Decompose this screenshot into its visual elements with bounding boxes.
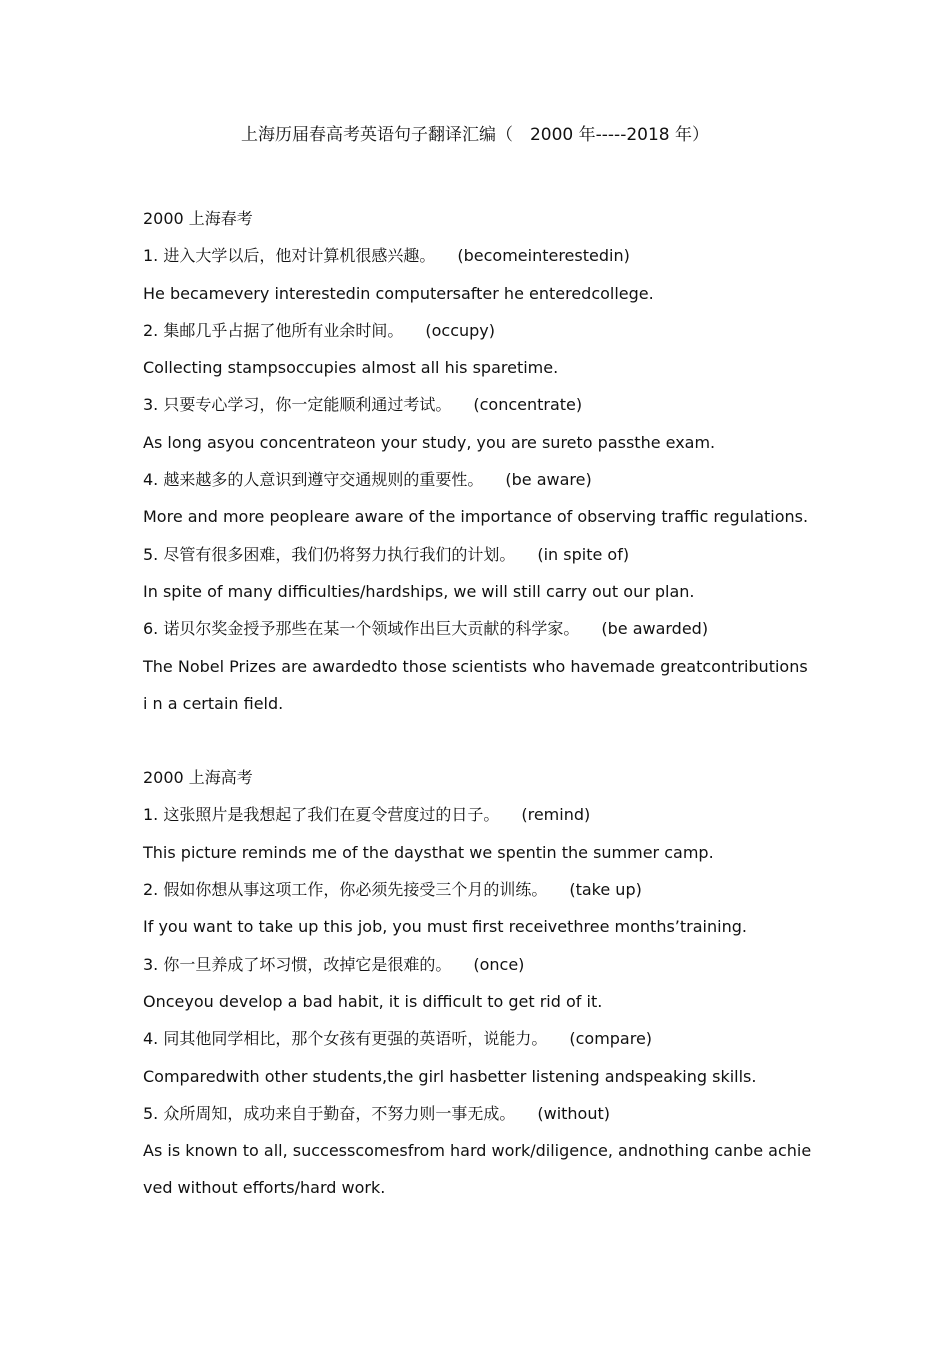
answer-line: Comparedwith other students,the girl hasbetter listening andspeaking skills.	[143, 1066, 757, 1086]
question-text: 5. 尽管有很多困难，我们仍将努力执行我们的计划。	[143, 544, 516, 564]
question-text: 5. 众所周知，成功来自于勤奋，不努力则一事无成。	[143, 1103, 516, 1123]
keyword-hint: (without)	[537, 1103, 610, 1123]
answer-line: The Nobel Prizes are awardedto those scientists who havemade greatcontributions i n a certain field.	[143, 656, 808, 713]
answer-line: As is known to all, successcomesfrom hard work/diligence, andnothing canbe achie ved without efforts/hard work.	[143, 1141, 812, 1198]
question-text: 6. 诺贝尔奖金授予那些在某一个领域作出巨大贡献的科学家。	[143, 619, 580, 639]
section-2000-gaokao	[143, 759, 813, 1207]
keyword-hint: (remind)	[521, 805, 591, 825]
section-heading: 2000 上海高考	[143, 768, 253, 788]
question-line	[143, 796, 813, 833]
question-text: 3. 你一旦养成了坏习惯，改掉它是很难的。	[143, 954, 452, 974]
question-text: 2. 集邮几乎占据了他所有业余时间。	[143, 320, 404, 340]
question-line	[143, 536, 813, 573]
question-line	[143, 871, 813, 908]
question-text: 3. 只要专心学习，你一定能顺利通过考试。	[143, 395, 452, 415]
answer-line: This picture reminds me of the daysthat we spentin the summer camp.	[143, 842, 714, 862]
keyword-hint: (becomeinterestedin)	[457, 246, 630, 266]
answer-line: More and more peopleare aware of the importance of observing traffic regulations.	[143, 507, 809, 527]
answer-line: He becamevery interestedin computersafter he enteredcollege.	[143, 283, 654, 303]
keyword-hint: (once)	[473, 954, 525, 974]
answer-line: In spite of many difficulties/hardships, we will still carry out our plan.	[143, 581, 695, 601]
section-heading: 2000 上海春考	[143, 209, 253, 228]
document-title: 上海历届春高考英语句子翻译汇编（ 2000 年-----2018 年）	[240, 125, 709, 145]
answer-line: Onceyou develop a bad habit, it is difficult to get rid of it.	[143, 991, 603, 1011]
document-body	[143, 200, 813, 1207]
keyword-hint: (compare)	[569, 1029, 653, 1049]
question-text: 4. 越来越多的人意识到遵守交通规则的重要性。	[143, 470, 484, 490]
question-line	[143, 1095, 813, 1132]
question-line	[143, 461, 813, 498]
keyword-hint: (be aware)	[505, 470, 592, 490]
keyword-hint: (take up)	[569, 880, 642, 900]
question-line	[143, 946, 813, 983]
question-line	[143, 610, 813, 647]
question-line	[143, 386, 813, 423]
section-2000-spring	[143, 200, 813, 722]
question-line	[143, 237, 813, 274]
section-spacer	[143, 722, 813, 759]
keyword-hint: (concentrate)	[473, 395, 583, 415]
keyword-hint: (occupy)	[425, 320, 495, 340]
answer-line: If you want to take up this job, you must first receivethree months’training.	[143, 917, 747, 937]
answer-line: Collecting stampsoccupies almost all his sparetime.	[143, 358, 559, 378]
question-line	[143, 312, 813, 349]
answer-line: As long asyou concentrateon your study, you are sureto passthe exam.	[143, 432, 716, 452]
question-text: 2. 假如你想从事这项工作，你必须先接受三个月的训练。	[143, 880, 548, 900]
keyword-hint: (in spite of)	[537, 544, 630, 564]
question-text: 4. 同其他同学相比，那个女孩有更强的英语听，说能力。	[143, 1029, 548, 1049]
question-text: 1. 进入大学以后，他对计算机很感兴趣。	[143, 246, 436, 266]
question-line	[143, 1020, 813, 1057]
question-text: 1. 这张照片是我想起了我们在夏令营度过的日子。	[143, 805, 500, 825]
keyword-hint: (be awarded)	[601, 619, 709, 639]
